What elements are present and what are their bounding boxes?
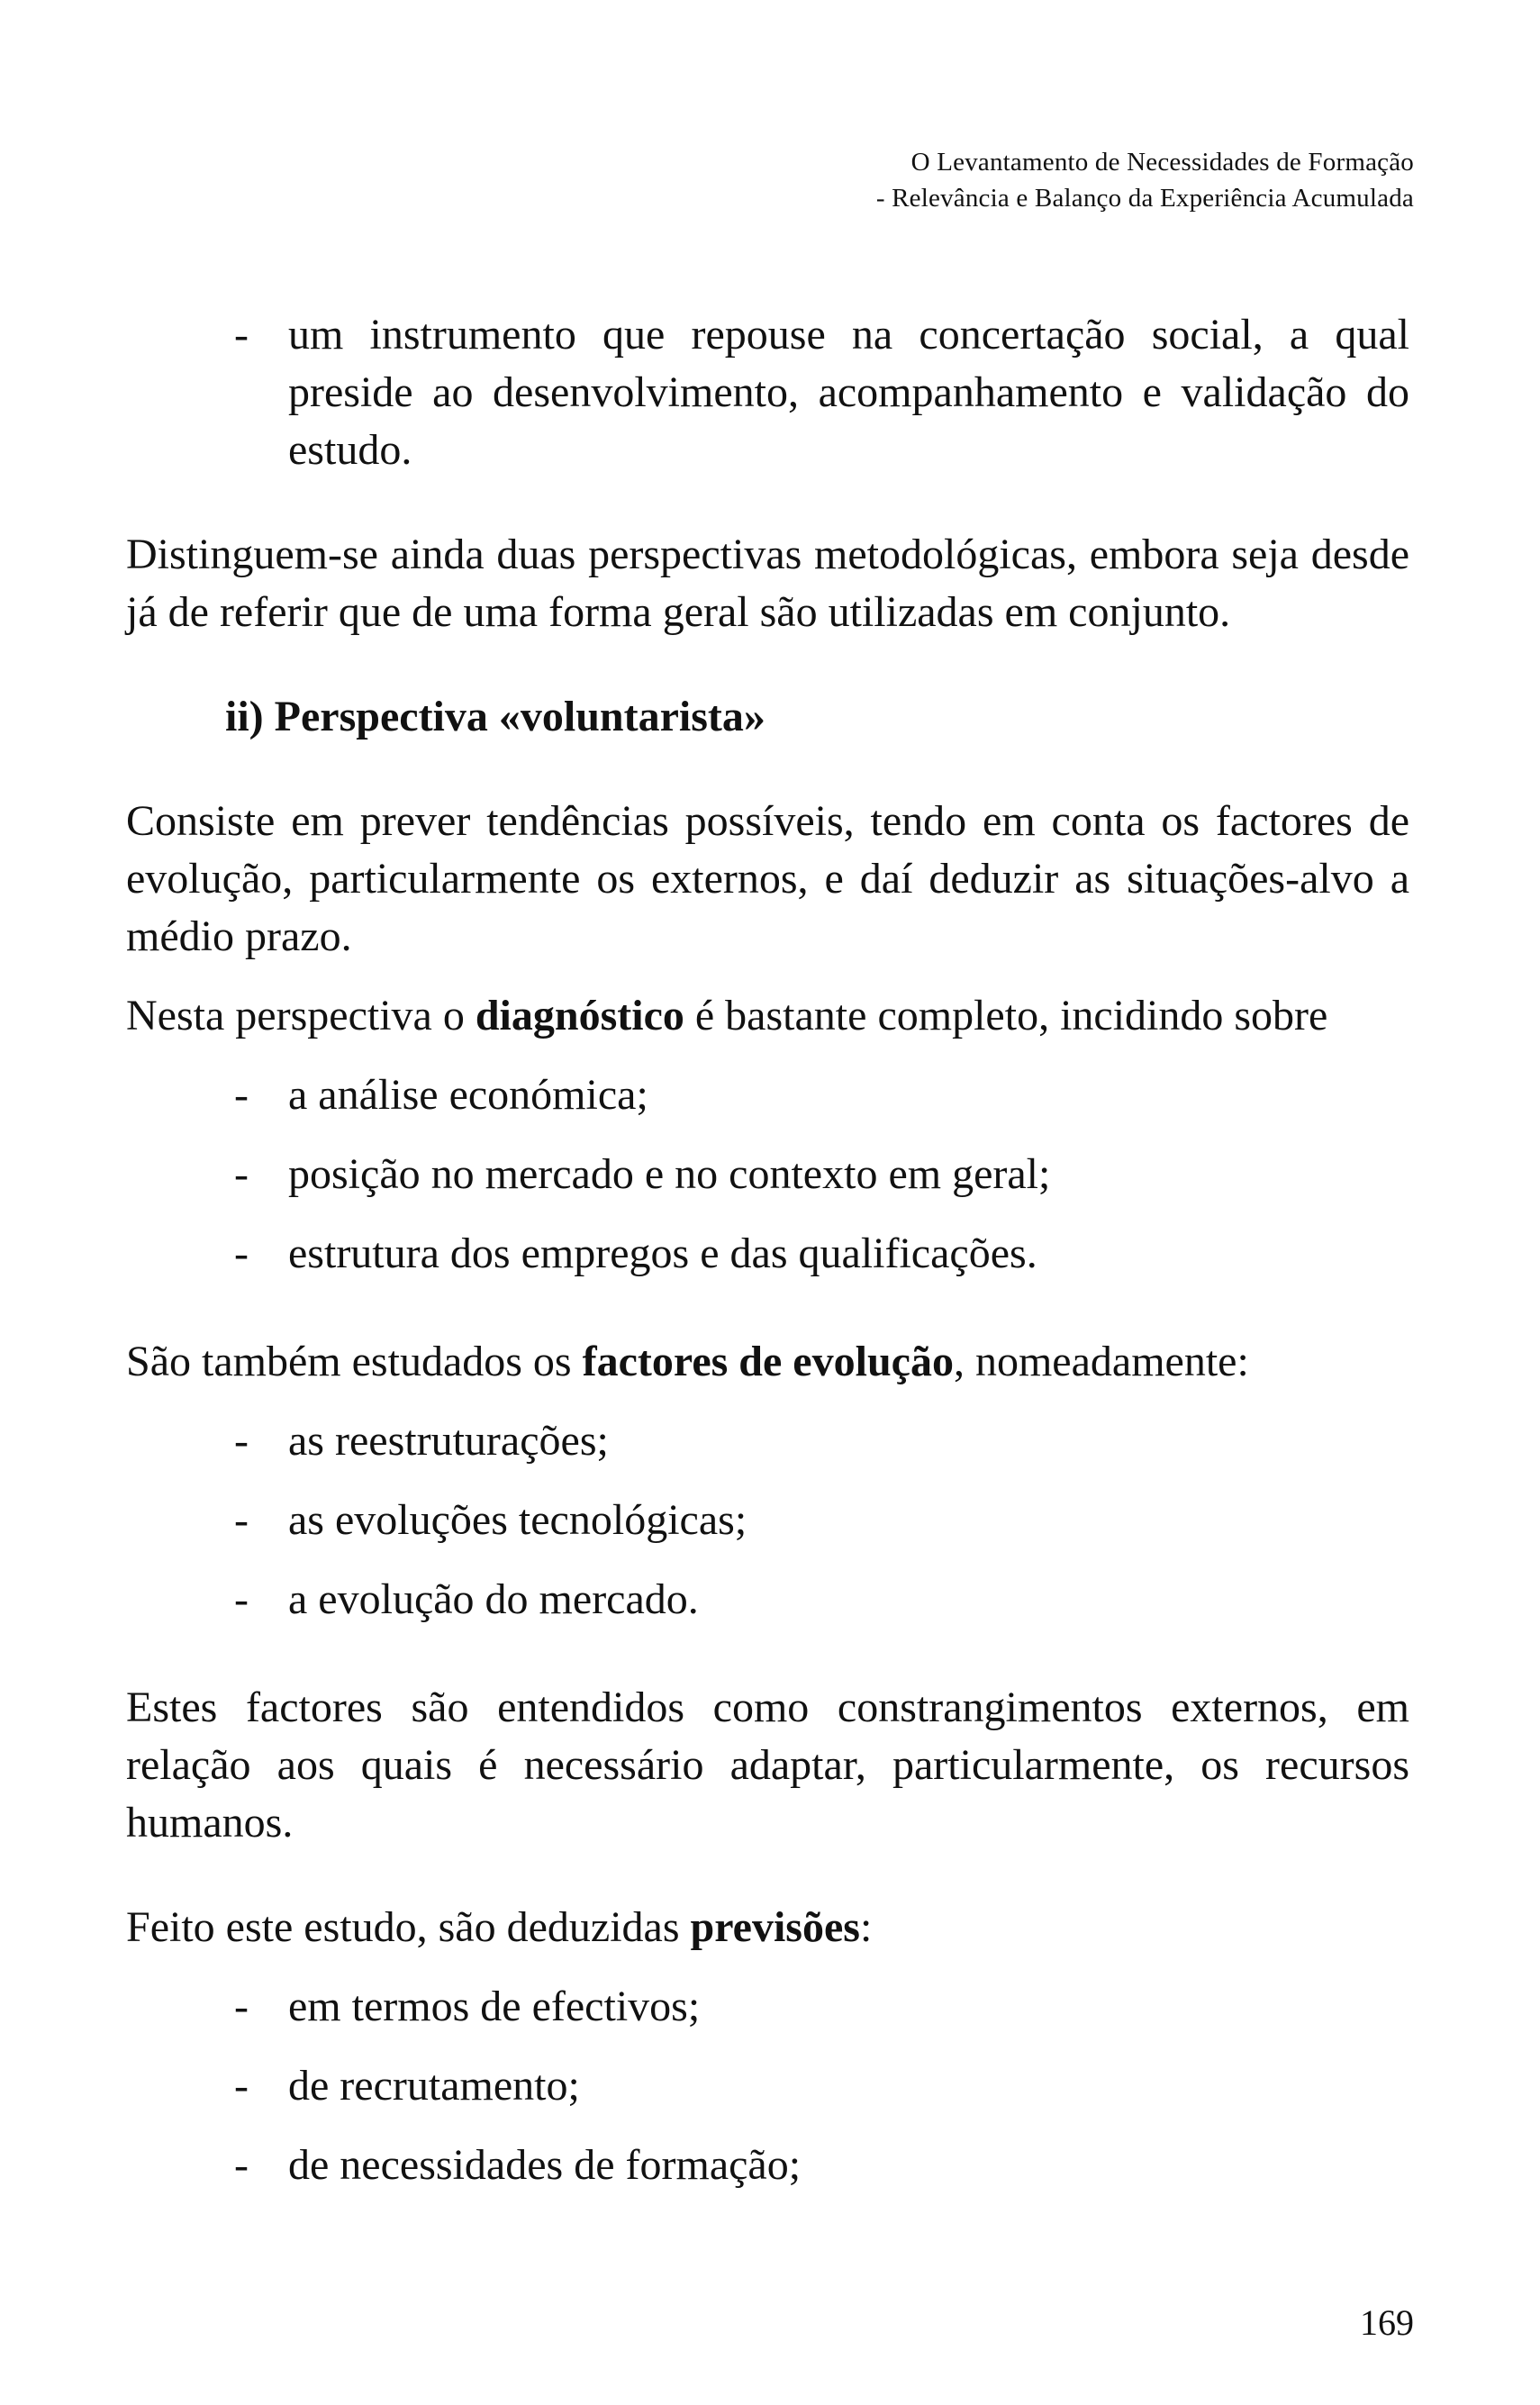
paragraph-methods: Distinguem-se ainda duas perspectivas metodológicas, embora seja desde já de referir que de uma forma geral são utilizadas em conjunto.	[126, 531, 1409, 636]
list-item	[126, 2137, 1409, 2194]
previsoes-list	[126, 1978, 1409, 2194]
page-content	[126, 306, 1409, 2194]
running-header-line-2: - Relevância e Balanço da Experiência Acumulada	[875, 184, 1414, 213]
list-item	[126, 1571, 1409, 1629]
factores-list	[126, 1412, 1409, 1629]
paragraph-previsoes	[126, 1899, 1409, 1956]
paragraph-diagnostico	[126, 987, 1409, 1045]
list-item-text: estrutura dos empregos e das qualificações.	[288, 1230, 1037, 1277]
running-header-line-1: O Levantamento de Necessidades de Formação	[910, 148, 1414, 177]
text-run: , nomeadamente:	[953, 1338, 1249, 1385]
text-run: São também estudados os	[126, 1338, 583, 1385]
list-item	[126, 2057, 1409, 2115]
list-dash: -	[234, 1230, 249, 1277]
list-item	[126, 1492, 1409, 1549]
list-item-text: um instrumento que repouse na concertação social, a qual preside ao desenvolvimento, acompanhamento e validação do estudo.	[288, 311, 1409, 474]
list-item	[126, 306, 1409, 479]
list-dash: -	[234, 1575, 249, 1623]
section-title: ii) Perspectiva «voluntarista»	[225, 693, 765, 740]
list-item-text: em termos de efectivos;	[288, 1983, 701, 2030]
list-item-text: a análise económica;	[288, 1071, 648, 1119]
list-item	[126, 1412, 1409, 1470]
list-item-text: posição no mercado e no contexto em geral;	[288, 1150, 1051, 1198]
list-item-text: as reestruturações;	[288, 1417, 609, 1465]
bold-term-previsoes: previsões	[690, 1903, 860, 1951]
list-dash: -	[234, 1417, 249, 1465]
list-item-text: de necessidades de formação;	[288, 2141, 802, 2189]
text-run: Feito este estudo, são deduzidas	[126, 1903, 691, 1951]
list-dash: -	[234, 2062, 249, 2110]
list-dash: -	[234, 1150, 249, 1198]
list-item-text: de recrutamento;	[288, 2062, 580, 2110]
list-item-text: a evolução do mercado.	[288, 1575, 699, 1623]
intro-list	[126, 306, 1409, 479]
list-dash: -	[234, 1071, 249, 1119]
text-run: Nesta perspectiva o	[126, 992, 476, 1039]
list-dash: -	[234, 311, 249, 358]
list-item	[126, 1146, 1409, 1203]
list-item	[126, 1978, 1409, 2036]
text-run: :	[859, 1903, 873, 1951]
list-dash: -	[234, 1983, 249, 2030]
paragraph-estes: Estes factores são entendidos como constrangimentos externos, em relação aos quais é necessário adaptar, particularmente, os recursos humanos.	[126, 1684, 1409, 1847]
running-header	[876, 144, 1414, 216]
bold-term-factores: factores de evolução	[582, 1338, 954, 1385]
list-item	[126, 1225, 1409, 1283]
list-dash: -	[234, 1496, 249, 1544]
bold-term-diagnostico: diagnóstico	[475, 992, 684, 1039]
paragraph-factores	[126, 1333, 1409, 1391]
list-dash: -	[234, 2141, 249, 2189]
text-run: é bastante completo, incidindo sobre	[684, 992, 1328, 1039]
list-item-text: as evoluções tecnológicas;	[288, 1496, 747, 1544]
list-item	[126, 1066, 1409, 1124]
page-number: 169	[1360, 2302, 1414, 2343]
diagnostico-list	[126, 1066, 1409, 1283]
paragraph-consiste: Consiste em prever tendências possíveis, tendo em conta os factores de evolução, particularmente os externos, e daí deduzir as situações-alvo a médio prazo.	[126, 797, 1409, 960]
